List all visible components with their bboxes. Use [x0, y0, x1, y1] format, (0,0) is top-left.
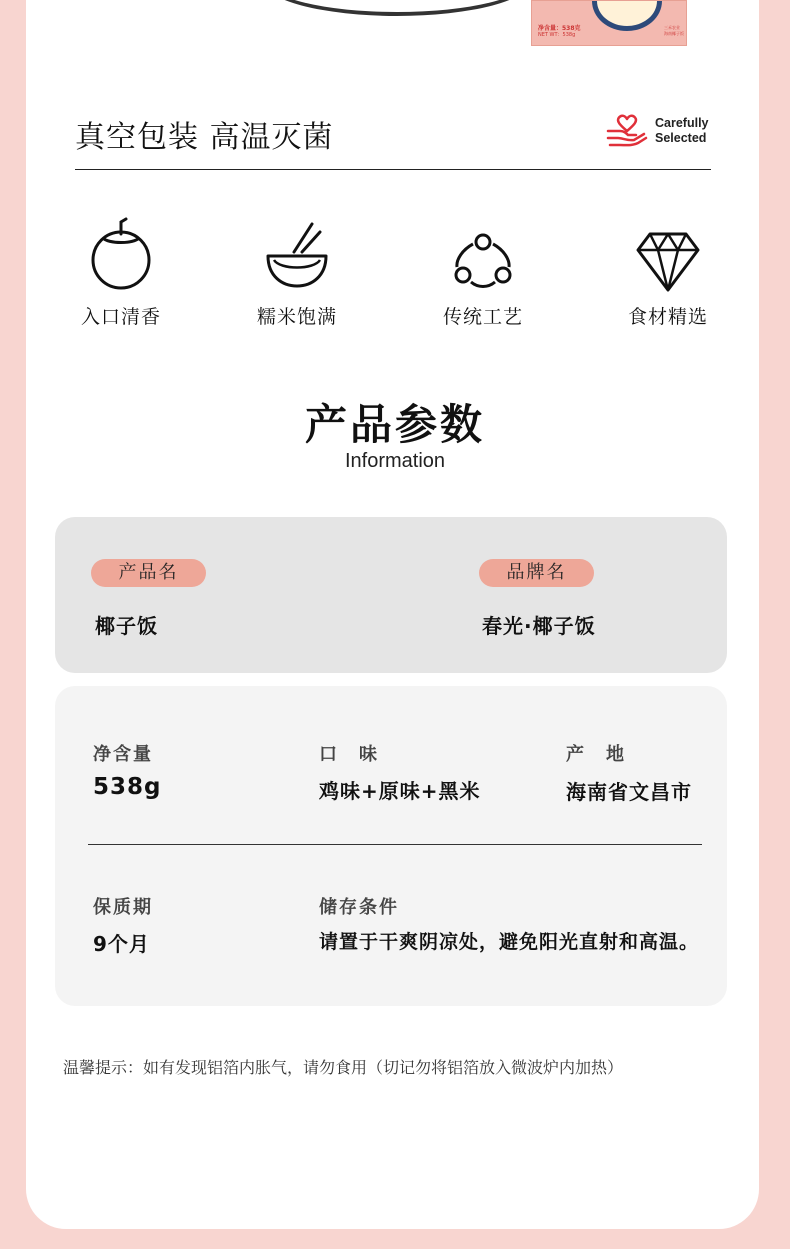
feature-item-rice: [237, 216, 357, 329]
badge-line2: Selected: [655, 131, 707, 145]
feature-item-fragrance: [61, 216, 181, 329]
params-panel: [55, 686, 727, 1006]
package-thumbnail: [531, 0, 687, 46]
feature-item-selected: [608, 216, 728, 329]
thumb-net-cn: 净含量：538克: [538, 25, 581, 32]
net-weight-label: 净含量: [93, 744, 153, 765]
heart-hand-icon: [606, 114, 648, 148]
product-name-value: 椰子饭: [95, 614, 158, 638]
feature-label: 糯米饱满: [256, 306, 337, 328]
feature-label: 入口清香: [80, 306, 161, 328]
header-divider: [75, 169, 711, 170]
params-divider: [88, 844, 702, 845]
coconut-icon: [86, 216, 156, 292]
feature-label: 食材精选: [627, 306, 708, 328]
shelf-life-value: 9个月: [93, 932, 150, 956]
diamond-icon: [633, 216, 703, 292]
origin-value: 海南省文昌市: [566, 780, 692, 804]
net-weight-value: 538g: [93, 774, 162, 800]
rice-bowl-icon: [262, 216, 332, 292]
shelf-life-label: 保质期: [93, 897, 153, 918]
taste-label: 口 味: [319, 744, 379, 765]
process-cycle-icon: [448, 216, 518, 292]
brand-name-pill: 品牌名: [479, 559, 594, 587]
product-name-pill: 产品名: [91, 559, 206, 587]
carefully-selected-badge: [655, 116, 709, 146]
warm-tip: 温馨提示：如有发现铝箔内胀气，请勿食用（切记勿将铝箔放入微波炉内加热）: [63, 1058, 624, 1077]
bowl-image: [592, 0, 662, 31]
thumb-side-text: 三禾农业 海南椰子饭: [664, 25, 684, 36]
storage-value: 请置于干爽阴凉处，避免阳光直射和高温。: [319, 931, 700, 953]
brand-name-value: 春光·椰子饭: [482, 614, 596, 638]
feature-item-craft: [423, 216, 543, 329]
section-subtitle: Information: [344, 450, 446, 472]
badge-line1: Carefully: [655, 116, 709, 130]
section-title: 产品参数: [304, 400, 485, 449]
storage-label: 储存条件: [319, 897, 399, 918]
origin-label: 产 地: [566, 744, 626, 765]
feature-label: 传统工艺: [442, 306, 523, 328]
header-title: 真空包装 高温灭菌: [75, 120, 334, 155]
taste-value: 鸡味+原味+黑米: [319, 779, 481, 803]
thumb-net-en: NET WT：538g: [538, 32, 576, 38]
names-panel: [55, 517, 727, 673]
